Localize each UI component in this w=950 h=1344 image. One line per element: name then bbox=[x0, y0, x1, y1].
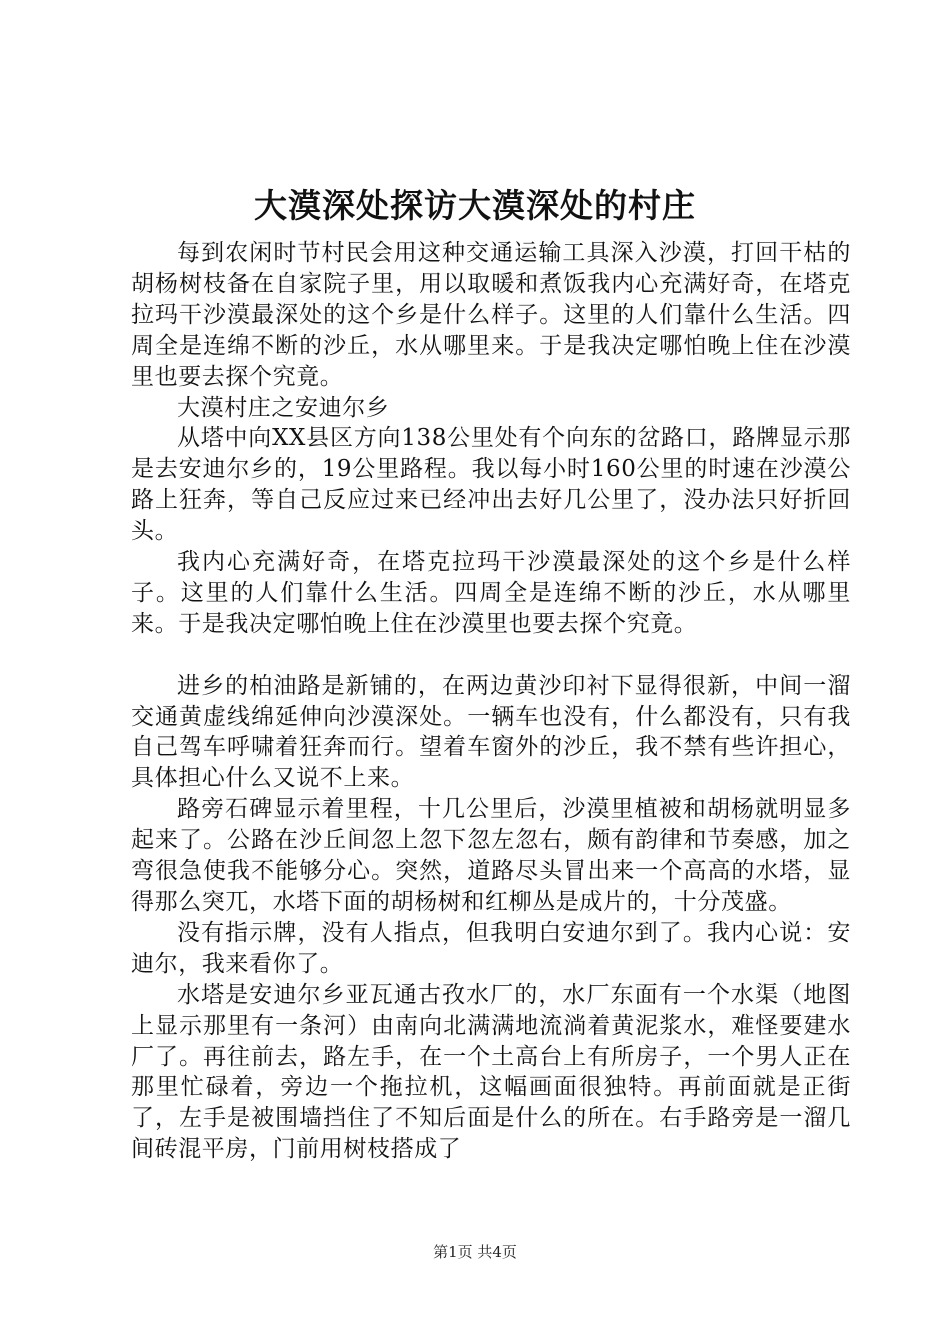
paragraph: 进乡的柏油路是新铺的，在两边黄沙印衬下显得很新，中间一溜交通黄虚线绵延伸向沙漠深处。一辆车也没有，什么都没有，只有我自己驾车呼啸着狂奔而行。望着车窗外的沙丘，我不禁有些许担心，具体担心什么又说不上来。 bbox=[131, 672, 851, 792]
paragraph: 水塔是安迪尔乡亚瓦通古孜水厂的，水厂东面有一个水渠（地图上显示那里有一条河）由南向北满满地流淌着黄泥浆水，难怪要建水厂了。再往前去，路左手，在一个土高台上有所房子，一个男人正在那里忙碌着，旁边一个拖拉机，这幅画面很独特。再前面就是正街了，左手是被围墙挡住了不知后面是什么的所在。右手路旁是一溜几间砖混平房，门前用树枝搭成了 bbox=[131, 981, 851, 1163]
paragraph: 每到农闲时节村民会用这种交通运输工具深入沙漠，打回干枯的胡杨树枝备在自家院子里，用以取暖和煮饭我内心充满好奇，在塔克拉玛干沙漠最深处的这个乡是什么样子。这里的人们靠什么生活。四周全是连绵不断的沙丘，水从哪里来。于是我决定哪怕晚上住在沙漠里也要去探个究竟。 bbox=[131, 240, 851, 390]
paragraph: 没有指示牌，没有人指点，但我明白安迪尔到了。我内心说：安迪尔，我来看你了。 bbox=[131, 919, 851, 977]
document-body bbox=[131, 238, 851, 1165]
section-heading: 大漠村庄之安迪尔乡 bbox=[177, 394, 390, 421]
page-title: 大漠深处探访大漠深处的村庄 bbox=[254, 186, 696, 225]
paragraph: 路旁石碑显示着里程，十几公里后，沙漠里植被和胡杨就明显多起来了。公路在沙丘间忽上忽下忽左忽右，颇有韵律和节奏感，加之弯很急使我不能够分心。突然，道路尽头冒出来一个高高的水塔，显得那么突兀，水塔下面的胡杨树和红柳丛是成片的，十分茂盛。 bbox=[131, 796, 851, 916]
page-number-footer: 第1页 共4页 bbox=[433, 1243, 517, 1261]
paragraph: 我内心充满好奇，在塔克拉玛干沙漠最深处的这个乡是什么样子。这里的人们靠什么生活。四周全是连绵不断的沙丘，水从哪里来。于是我决定哪怕晚上住在沙漠里也要去探个究竟。 bbox=[131, 549, 851, 637]
paragraph: 从塔中向XX县区方向138公里处有个向东的岔路口，路牌显示那是去安迪尔乡的，19公里路程。我以每小时160公里的时速在沙漠公路上狂奔，等自己反应过来已经冲出去好几公里了，没办法只好折回头。 bbox=[131, 425, 851, 545]
